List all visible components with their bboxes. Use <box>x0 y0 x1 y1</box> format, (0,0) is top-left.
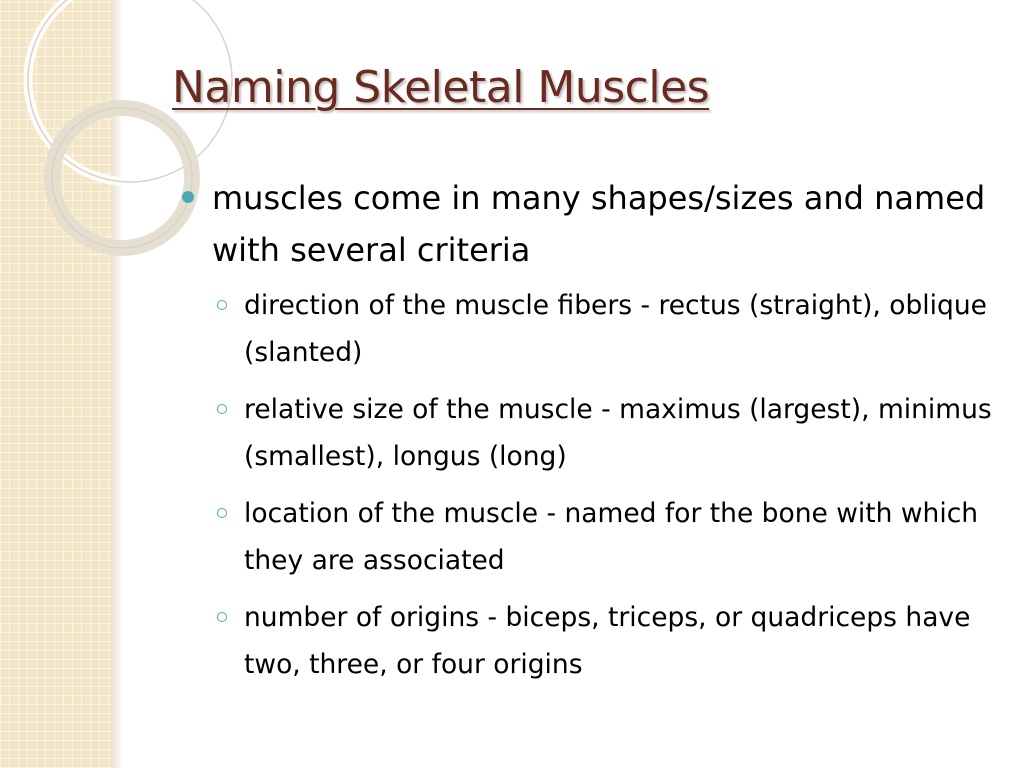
ring-bullet-icon <box>217 508 227 518</box>
bullet-list <box>180 172 1000 698</box>
ring-bullet-icon <box>217 404 227 414</box>
sub-bullet-item <box>180 490 1000 584</box>
sub-bullet-text: location of the muscle - named for the bone with which they are associated <box>244 498 979 576</box>
bullet-text: muscles come in many shapes/sizes and named with several criteria <box>212 179 986 269</box>
sub-bullet-list <box>180 282 1000 688</box>
sub-bullet-item <box>180 386 1000 480</box>
ring-bullet-icon <box>217 300 227 310</box>
decorative-side-strip <box>0 0 112 768</box>
sub-bullet-text: relative size of the muscle - maximus (largest), minimus (smallest), longus (long) <box>244 394 992 472</box>
side-strip-shadow <box>112 0 124 768</box>
sub-bullet-item <box>180 282 1000 376</box>
bullet-dot-icon <box>182 191 194 203</box>
sub-bullet-text: number of origins - biceps, triceps, or quadriceps have two, three, or four origins <box>244 602 971 680</box>
sub-bullet-text: direction of the muscle fibers - rectus (straight), oblique (slanted) <box>244 290 987 368</box>
bullet-item <box>180 172 1000 276</box>
ring-bullet-icon <box>217 612 227 622</box>
slide-title: Naming Skeletal Muscles <box>172 62 710 113</box>
sub-bullet-item <box>180 594 1000 688</box>
